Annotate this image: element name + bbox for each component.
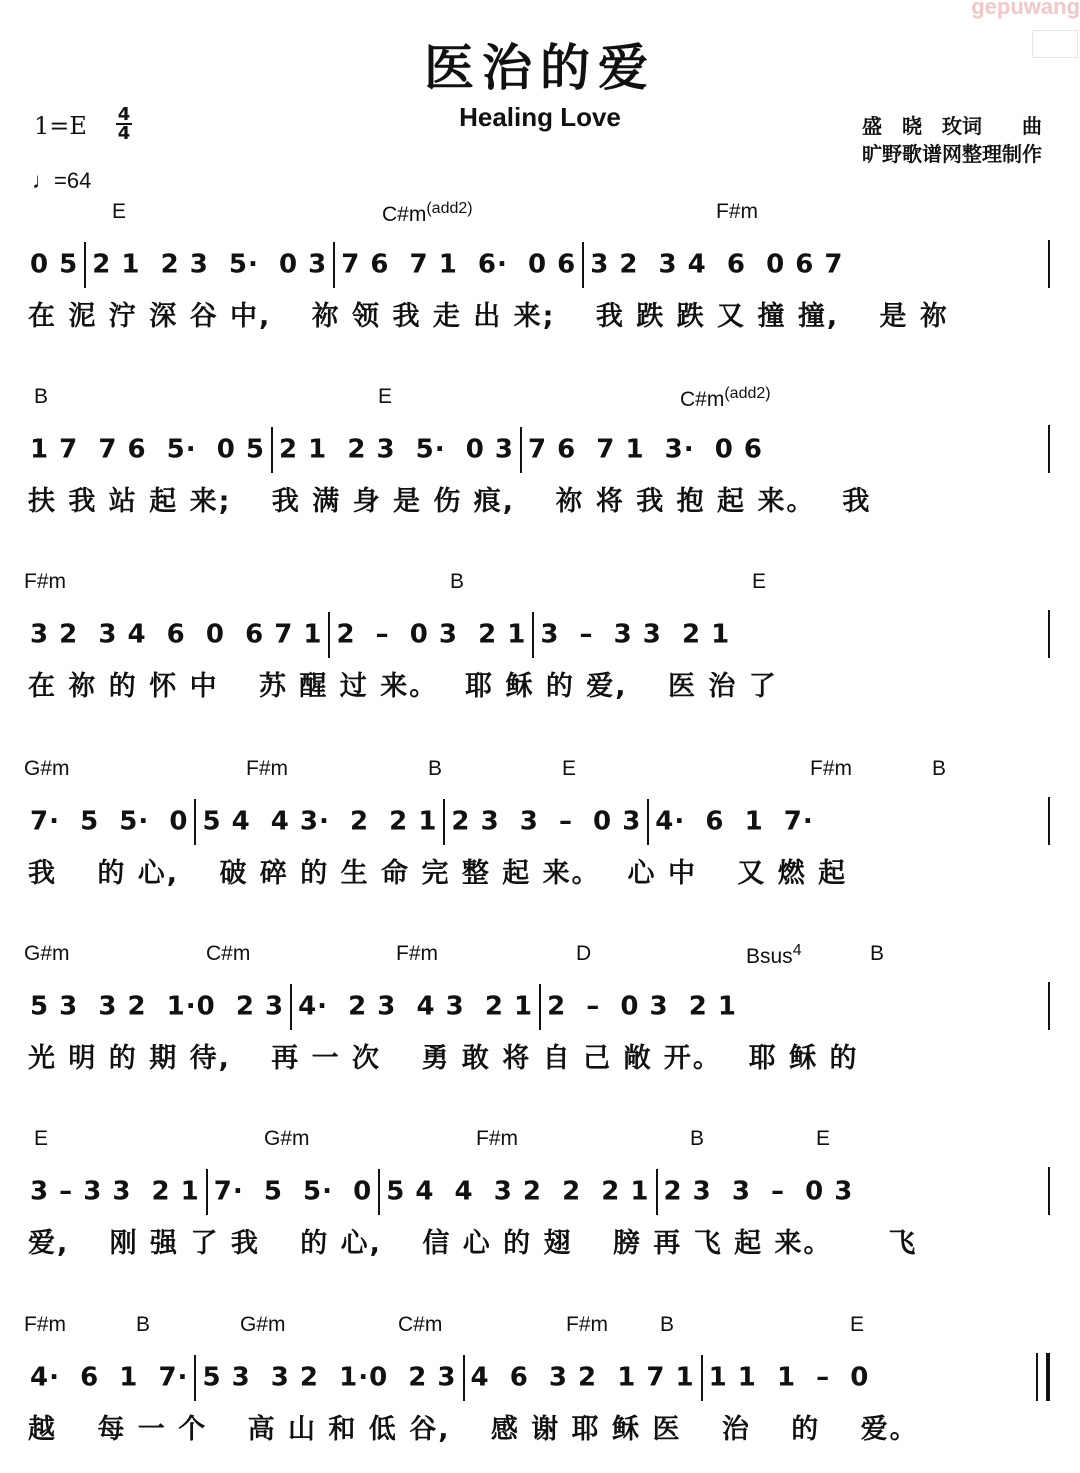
notation-line xyxy=(30,242,843,288)
measure: 3 2 3 4 6 0 6 7 1 xyxy=(30,619,323,650)
bar-line xyxy=(328,612,330,658)
measure: 7 6 7 1 3· 0 6 xyxy=(527,434,763,465)
measure: 5 4 4 3· 2 2 1 xyxy=(202,806,438,837)
chord-symbol: G#m xyxy=(240,1313,286,1336)
lyrics-line: 在 泥 泞 深 谷 中, 祢 领 我 走 出 来; 我 跌 跌 又 撞 撞, 是 祢 xyxy=(28,301,949,332)
song-subtitle: Healing Love xyxy=(459,102,621,132)
chord-symbol: B xyxy=(34,385,49,408)
chord-symbol: E xyxy=(112,200,127,223)
bar-line xyxy=(194,799,196,845)
measure: 4· 6 1 7· xyxy=(655,806,814,837)
measure: 7 6 7 1 6· 0 6 xyxy=(341,249,577,280)
chord-symbol: E xyxy=(850,1313,865,1336)
watermark: gepuwang xyxy=(971,0,1080,19)
score-row xyxy=(0,1127,1080,1287)
lyrics-line: 在 祢 的 怀 中 苏 醒 过 来。 耶 稣 的 爱, 医 治 了 xyxy=(28,671,778,702)
chord-symbol: F#m xyxy=(24,1313,66,1336)
time-signature-top: 4 xyxy=(117,104,131,125)
notation-line xyxy=(30,1355,869,1401)
measure: 5 4 4 3 2 2 2 1 xyxy=(386,1176,650,1207)
chord-symbol: B xyxy=(136,1313,151,1336)
chord-symbol: B xyxy=(660,1313,675,1336)
measure: 5 3 3 2 1·0 2 3 xyxy=(202,1362,457,1393)
time-signature xyxy=(114,106,134,142)
key-signature: 1=E xyxy=(34,112,87,140)
lyrics-line: 我 的 心, 破 碎 的 生 命 完 整 起 来。 心 中 又 燃 起 xyxy=(28,858,848,889)
score-row xyxy=(0,200,1080,360)
measure: 2 – 0 3 2 1 xyxy=(336,619,527,650)
bar-line xyxy=(701,1355,703,1401)
time-signature-bottom: 4 xyxy=(117,123,131,144)
bar-line xyxy=(656,1169,658,1215)
chord-symbol: G#m xyxy=(264,1127,310,1150)
notation-line xyxy=(30,799,814,845)
bar-line xyxy=(84,242,86,288)
measure: 2 3 3 – 0 3 xyxy=(451,806,642,837)
chord-symbol: B xyxy=(690,1127,705,1150)
bar-line xyxy=(443,799,445,845)
song-title: 医治的爱 xyxy=(424,39,656,97)
measure: 4· 6 1 7· xyxy=(30,1362,189,1393)
bar-line xyxy=(647,799,649,845)
bar-line xyxy=(1048,240,1050,288)
chord-symbol: E xyxy=(562,757,577,780)
measure: 2 – 0 3 2 1 xyxy=(547,991,737,1022)
chord-symbol: B xyxy=(932,757,947,780)
bar-line xyxy=(206,1169,208,1215)
lyrics-line: 越 每 一 个 高 山 和 低 谷, 感 谢 耶 稣 医 治 的 爱。 xyxy=(28,1414,919,1445)
measure: 3 – 3 3 2 1 xyxy=(30,1176,200,1207)
score-row xyxy=(0,570,1080,730)
notation-line xyxy=(30,984,737,1030)
chord-symbol: F#m xyxy=(810,757,852,780)
chord-symbol: G#m xyxy=(24,942,70,965)
score-row xyxy=(0,385,1080,545)
chord-symbol: $C\#m^{(add2)}$ xyxy=(680,385,771,411)
bar-line xyxy=(1048,610,1050,658)
measure: 1 1 1 – 0 xyxy=(708,1362,870,1393)
bar-line xyxy=(1048,797,1050,845)
chord-symbol: B xyxy=(450,570,465,593)
chord-symbol: E xyxy=(34,1127,49,1150)
measure: 2 3 3 – 0 3 xyxy=(663,1176,854,1207)
bar-line xyxy=(1048,982,1050,1030)
bar-line xyxy=(532,612,534,658)
bar-line xyxy=(378,1169,380,1215)
chord-symbol: F#m xyxy=(396,942,438,965)
lyrics-line: 扶 我 站 起 来; 我 满 身 是 伤 痕, 祢 将 我 抱 起 来。 我 xyxy=(28,486,872,517)
notation-line xyxy=(30,612,730,658)
chord-symbol: $C\#m^{(add2)}$ xyxy=(382,200,473,226)
measure: 3 2 3 4 6 0 6 7 xyxy=(590,249,844,280)
chord-symbol: F#m xyxy=(476,1127,518,1150)
lyrics-line: 爱, 刚 强 了 我 的 心, 信 心 的 翅 膀 再 飞 起 来。 飞 xyxy=(28,1228,918,1259)
chord-symbol: F#m xyxy=(246,757,288,780)
chord-symbol: C#m xyxy=(398,1313,443,1336)
chord-symbol: G#m xyxy=(24,757,70,780)
bar-line xyxy=(539,984,541,1030)
measure: 7· 5 5· 0 xyxy=(30,806,189,837)
bar-line xyxy=(520,427,522,473)
bar-line xyxy=(194,1355,196,1401)
notation-line xyxy=(30,427,763,473)
chord-symbol: F#m xyxy=(716,200,758,223)
tempo-marking: ♩=64 xyxy=(32,168,92,193)
chord-symbol: Bsus$^4$ xyxy=(746,942,802,968)
credit-lyricist-composer: 盛 晓 玫词 曲 xyxy=(862,114,1042,138)
bar-line xyxy=(290,984,292,1030)
chord-symbol: B xyxy=(428,757,443,780)
measure: 4 6 3 2 1 7 1 xyxy=(470,1362,695,1393)
chord-symbol: D xyxy=(576,942,592,965)
measure: 7· 5 5· 0 xyxy=(213,1176,373,1207)
notation-line xyxy=(30,1169,853,1215)
measure: 0 5 xyxy=(30,249,79,280)
bar-line xyxy=(333,242,335,288)
chord-symbol: C#m xyxy=(206,942,251,965)
bar-line xyxy=(271,427,273,473)
score-row xyxy=(0,757,1080,917)
bar-line xyxy=(1048,1167,1050,1215)
score-row xyxy=(0,942,1080,1102)
measure: 3 – 3 3 2 1 xyxy=(540,619,731,650)
measure: 2 1 2 3 5· 0 3 xyxy=(92,249,328,280)
measure: 5 3 3 2 1·0 2 3 xyxy=(30,991,285,1022)
chord-extension: (add2) xyxy=(426,200,473,217)
bar-line xyxy=(1048,425,1050,473)
chord-extension: (add2) xyxy=(724,385,771,402)
measure: 4· 2 3 4 3 2 1 xyxy=(298,991,534,1022)
credits xyxy=(862,112,1042,168)
chord-symbol: E xyxy=(378,385,393,408)
chord-symbol: B xyxy=(870,942,885,965)
chord-extension: 4 xyxy=(792,942,802,959)
measure: 1 7 7 6 5· 0 5 xyxy=(30,434,265,465)
chord-symbol: E xyxy=(752,570,767,593)
bar-line xyxy=(463,1355,465,1401)
final-bar-line xyxy=(1036,1353,1050,1401)
credit-arranger: 旷野歌谱网整理制作 xyxy=(862,142,1042,166)
chord-symbol: F#m xyxy=(24,570,66,593)
chord-symbol: F#m xyxy=(566,1313,608,1336)
score-row xyxy=(0,1313,1080,1473)
chord-symbol: E xyxy=(816,1127,831,1150)
lyrics-line: 光 明 的 期 待, 再 一 次 勇 敢 将 自 己 敞 开。 耶 稣 的 xyxy=(28,1043,859,1074)
measure: 2 1 2 3 5· 0 3 xyxy=(278,434,514,465)
bar-line xyxy=(582,242,584,288)
